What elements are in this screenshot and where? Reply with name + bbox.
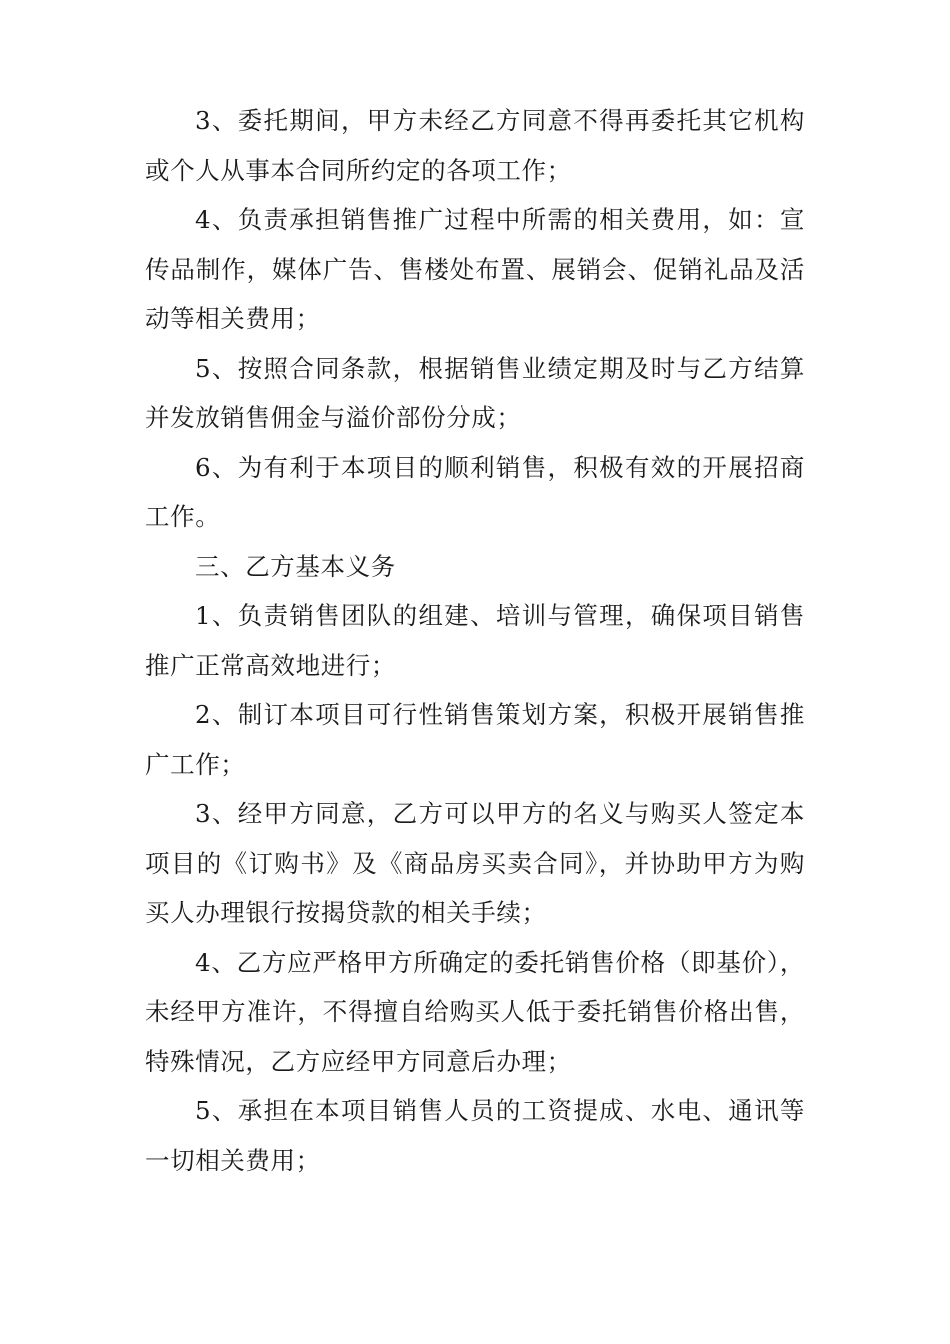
clause-paragraph: 4、乙方应严格甲方所确定的委托销售价格（即基价），未经甲方准许，不得擅自给购买人低于委托销售价格出售，特殊情况，乙方应经甲方同意后办理；	[145, 947, 805, 1076]
clause-paragraph: 6、为有利于本项目的顺利销售，积极有效的开展招商工作。	[145, 452, 805, 531]
clause-paragraph: 3、经甲方同意，乙方可以甲方的名义与购买人签定本项目的《订购书》及《商品房买卖合同》，并协助甲方为购买人办理银行按揭贷款的相关手续；	[145, 799, 805, 927]
clause-paragraph: 4、负责承担销售推广过程中所需的相关费用，如：宣传品制作，媒体广告、售楼处布置、展销会、促销礼品及活动等相关费用；	[145, 205, 805, 333]
document-body	[145, 96, 805, 1185]
section-heading: 三、乙方基本义务	[195, 551, 396, 581]
clause-paragraph: 2、制订本项目可行性销售策划方案，积极开展销售推广工作；	[145, 700, 805, 779]
clause-paragraph: 1、负责销售团队的组建、培训与管理，确保项目销售推广正常高效地进行；	[145, 601, 805, 680]
clause-paragraph: 5、承担在本项目销售人员的工资提成、水电、通讯等一切相关费用；	[145, 1096, 805, 1175]
clause-paragraph: 5、按照合同条款，根据销售业绩定期及时与乙方结算并发放销售佣金与溢价部份分成；	[145, 353, 805, 432]
clause-paragraph: 3、委托期间，甲方未经乙方同意不得再委托其它机构或个人从事本合同所约定的各项工作；	[145, 106, 805, 185]
